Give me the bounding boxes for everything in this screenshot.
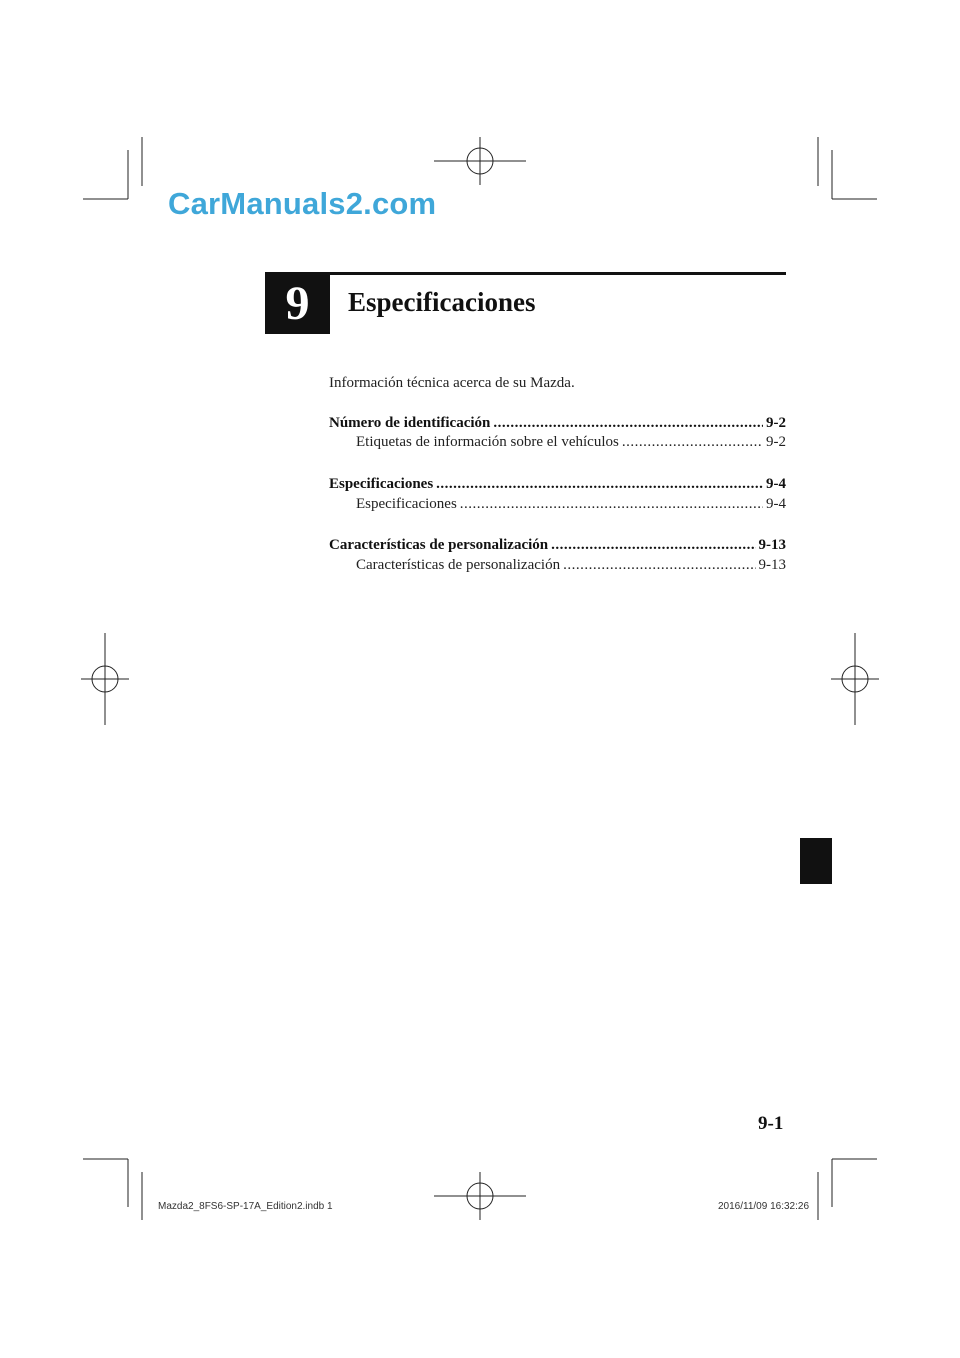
toc-page: 9-13	[758, 557, 786, 573]
toc-entry-sub[interactable]	[329, 496, 786, 513]
toc-leader	[493, 415, 763, 432]
toc-label: Número de identificación	[329, 415, 491, 431]
footer-filename: Mazda2_8FS6-SP-17A_Edition2.indb 1	[158, 1201, 333, 1212]
toc-label: Etiquetas de información sobre el vehículos	[356, 434, 619, 450]
toc-label: Características de personalización	[329, 537, 549, 553]
chapter-rule	[330, 272, 786, 275]
toc-entry-main[interactable]	[329, 537, 786, 554]
toc-entry-main[interactable]	[329, 415, 786, 432]
toc-page: 9-2	[766, 415, 786, 431]
toc-leader	[622, 434, 763, 451]
toc-page: 9-4	[766, 496, 786, 512]
page-number: 9-1	[758, 1113, 784, 1134]
watermark-logo: CarManuals2.com	[168, 186, 437, 221]
toc-label: Características de personalización	[356, 557, 561, 573]
toc-leader	[436, 476, 763, 493]
toc-entry-sub[interactable]	[329, 434, 786, 451]
toc-label: Especificaciones	[356, 496, 457, 512]
chapter-side-tab	[800, 838, 832, 884]
toc-page: 9-13	[758, 537, 786, 553]
toc-page: 9-4	[766, 476, 786, 492]
toc-label: Especificaciones	[329, 476, 434, 492]
intro-text: Información técnica acerca de su Mazda.	[329, 375, 575, 391]
chapter-number-box: 9	[265, 272, 330, 334]
toc-entry-main[interactable]	[329, 476, 786, 493]
toc-leader	[563, 557, 755, 574]
chapter-title: Especificaciones	[348, 287, 536, 317]
toc-page: 9-2	[766, 434, 786, 450]
toc-leader	[460, 496, 763, 513]
footer-timestamp: 2016/11/09 16:32:26	[718, 1201, 810, 1212]
toc-leader	[551, 537, 755, 554]
toc-entry-sub[interactable]	[329, 557, 786, 574]
